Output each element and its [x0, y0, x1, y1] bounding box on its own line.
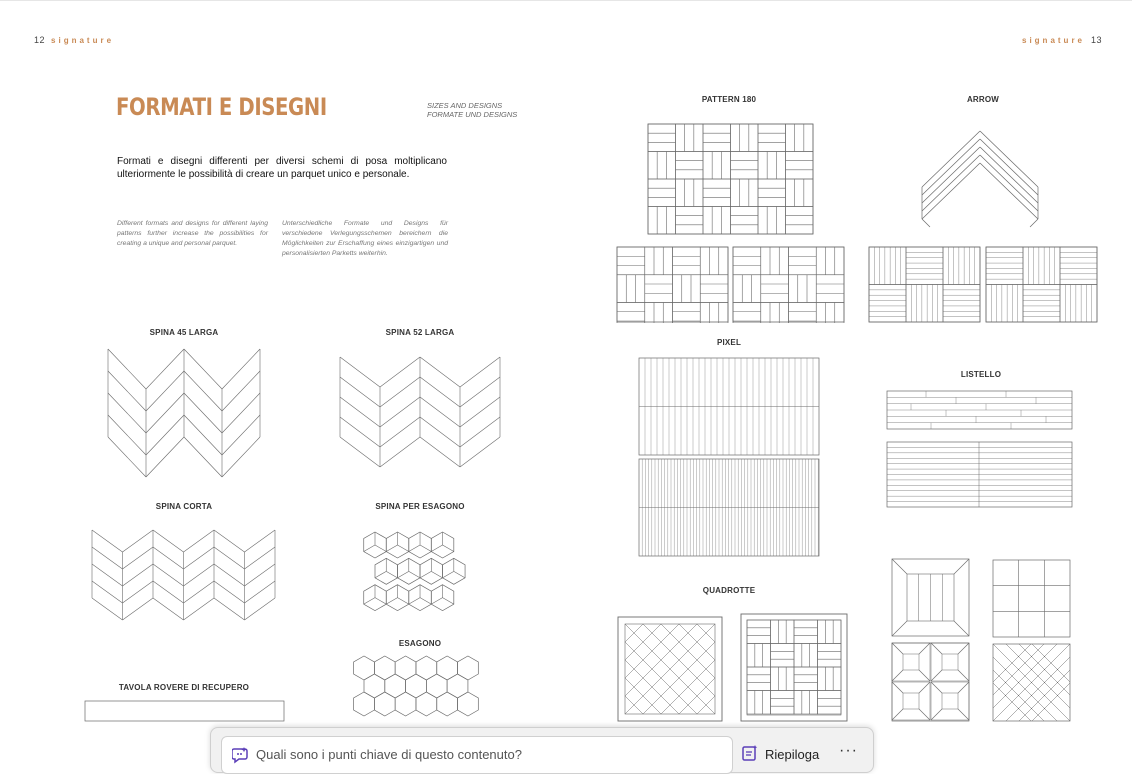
brand-name-right: signature: [1022, 36, 1086, 45]
arrow-figure: [918, 127, 1042, 231]
intro-text-de: Unterschiedliche Formate und Designs für verschiedene Verlegungsschemen bereichern die Möglichkeiten zur Erschaffung eines einzigartigen und personalisierten Parketts weiterhin.: [282, 220, 448, 257]
brand-name-left: signature: [51, 36, 115, 45]
label-listello: LISTELLO: [960, 370, 1002, 379]
quadrotte-basket-figure: [740, 613, 848, 722]
page-number-right: 13: [1091, 35, 1103, 45]
label-pixel: PIXEL: [716, 338, 742, 347]
quadrotte-star-figure: [891, 642, 970, 722]
ai-chat-icon: [232, 746, 250, 769]
arrow-variant-a-figure: [868, 246, 982, 323]
esagono-figure: [350, 654, 490, 724]
subtitle-de: FORMATE UND DESIGNS: [427, 110, 518, 119]
page-subtitle: [427, 101, 517, 119]
label-spina-52: SPINA 52 LARGA: [385, 328, 455, 337]
summarize-button[interactable]: [741, 742, 819, 766]
quadrotte-frame-figure: [891, 558, 970, 637]
tavola-figure: [84, 700, 286, 724]
quadrotte-weave-figure: [617, 616, 723, 722]
label-quadrotte: QUADROTTE: [702, 586, 756, 595]
pattern-180-variant-a-figure: [616, 246, 729, 323]
pixel-wide-figure: [638, 357, 820, 456]
summarize-label: Riepiloga: [765, 746, 820, 762]
page-title: FORMATI E DISEGNI: [116, 93, 327, 121]
intro-text-it: Formati e disegni differenti per diversi schemi di posa moltiplicano ulteriormente le possibilità di creare un parquet unico e personale.: [117, 156, 447, 180]
page-header-left: [34, 35, 114, 45]
label-spina-45: SPINA 45 LARGA: [149, 328, 219, 337]
label-arrow: ARROW: [966, 95, 1000, 104]
label-spina-corta: SPINA CORTA: [155, 502, 213, 511]
label-esagono: ESAGONO: [398, 639, 442, 648]
listello-narrow-figure: [886, 441, 1073, 508]
pattern-180-main-figure: [647, 123, 814, 235]
arrow-variant-b-figure: [985, 246, 1098, 323]
spina-45-figure: [106, 346, 262, 478]
label-pattern-180: PATTERN 180: [701, 95, 757, 104]
ai-assistant-toolbar: [210, 727, 874, 773]
listello-wide-figure: [886, 390, 1073, 430]
more-options-button[interactable]: ···: [839, 742, 858, 759]
pixel-narrow-figure: [638, 458, 820, 557]
page-header-right: [1022, 35, 1102, 45]
summary-icon: [741, 744, 759, 765]
ask-input[interactable]: [221, 736, 733, 774]
page-number-left: 12: [34, 35, 46, 45]
spina-52-figure: [338, 354, 502, 470]
quadrotte-diagonal-figure: [992, 643, 1071, 722]
ask-placeholder: Quali sono i punti chiave di questo contenuto?: [256, 747, 522, 762]
spina-esagono-figure: [355, 527, 485, 617]
page-top-border: [0, 0, 1132, 1]
subtitle-en: SIZES AND DESIGNS: [427, 101, 503, 110]
intro-text-en: Different formats and designs for different laying patterns further increase the possibilities for creating a unique and personal parquet.: [117, 220, 268, 247]
label-spina-esagono: SPINA PER ESAGONO: [375, 502, 465, 511]
pattern-180-variant-b-figure: [732, 246, 845, 323]
label-tavola: TAVOLA ROVERE DI RECUPERO: [118, 683, 250, 692]
spina-corta-figure: [90, 528, 278, 622]
quadrotte-grid-figure: [992, 559, 1071, 638]
